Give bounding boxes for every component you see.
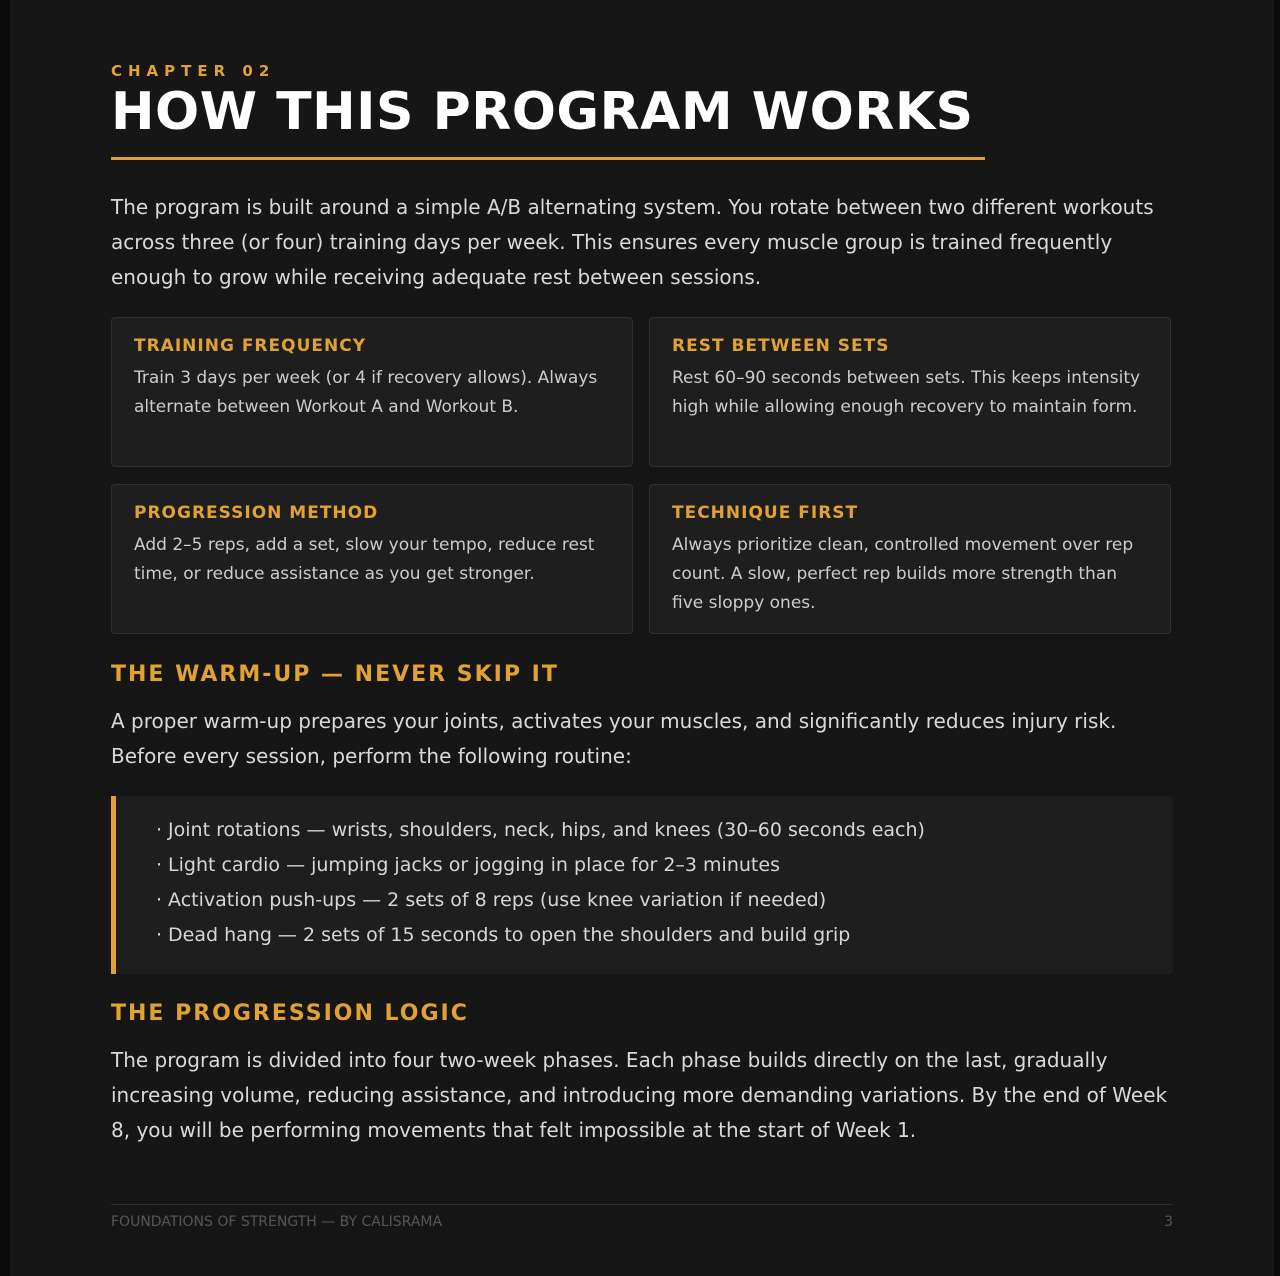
card-title: PROGRESSION METHOD [134, 503, 379, 523]
list-item: · Joint rotations — wrists, shoulders, neck, hips, and knees (30–60 seconds each) [156, 813, 1133, 848]
progression-heading: THE PROGRESSION LOGIC [111, 1001, 469, 1026]
card-rest-between-sets [649, 317, 1171, 467]
footer-divider [111, 1204, 1173, 1205]
intro-paragraph: The program is built around a simple A/B alternating system. You rotate between two different workouts across three (or four) training days per week. This ensures every muscle group is trained frequently enough to grow while receiving adequate rest between sessions. [111, 195, 1154, 289]
list-item: · Light cardio — jumping jacks or jogging in place for 2–3 minutes [156, 848, 1133, 883]
footer-text: FOUNDATIONS OF STRENGTH — BY CALISRAMA [111, 1214, 443, 1230]
warmup-list [156, 813, 1133, 953]
list-item: · Dead hang — 2 sets of 15 seconds to open the shoulders and build grip [156, 918, 1133, 953]
card-training-frequency [111, 317, 633, 467]
card-body: Always prioritize clean, controlled movement over rep count. A slow, perfect rep builds more strength than five sloppy ones. [672, 535, 1134, 613]
warmup-routine-box [111, 796, 1173, 974]
card-progression-method [111, 484, 633, 634]
card-title: REST BETWEEN SETS [672, 336, 890, 356]
card-body: Train 3 days per week (or 4 if recovery allows). Always alternate between Workout A and Workout B. [134, 368, 598, 417]
progression-paragraph: The program is divided into four two-week phases. Each phase builds directly on the last, gradually increasing volume, reducing assistance, and introducing more demanding variations. By the end of Week 8, you will be performing movements that felt impossible at the start of Week 1. [111, 1048, 1168, 1142]
card-body: Add 2–5 reps, add a set, slow your tempo, reduce rest time, or reduce assistance as you get stronger. [134, 535, 595, 584]
card-technique-first [649, 484, 1171, 634]
warmup-paragraph: A proper warm-up prepares your joints, activates your muscles, and significantly reduces injury risk. Before every session, perform the following routine: [111, 709, 1117, 768]
title-underline [111, 157, 985, 160]
chapter-label: CHAPTER 02 [111, 62, 276, 80]
list-item: · Activation push-ups — 2 sets of 8 reps (use knee variation if needed) [156, 883, 1133, 918]
card-body: Rest 60–90 seconds between sets. This keeps intensity high while allowing enough recovery to maintain form. [672, 368, 1141, 417]
card-title: TECHNIQUE FIRST [672, 503, 859, 523]
card-title: TRAINING FREQUENCY [134, 336, 367, 356]
page-number: 3 [1164, 1214, 1173, 1230]
page-title: HOW THIS PROGRAM WORKS [111, 82, 974, 142]
warmup-heading: THE WARM-UP — NEVER SKIP IT [111, 662, 559, 687]
page [10, 0, 1274, 1276]
